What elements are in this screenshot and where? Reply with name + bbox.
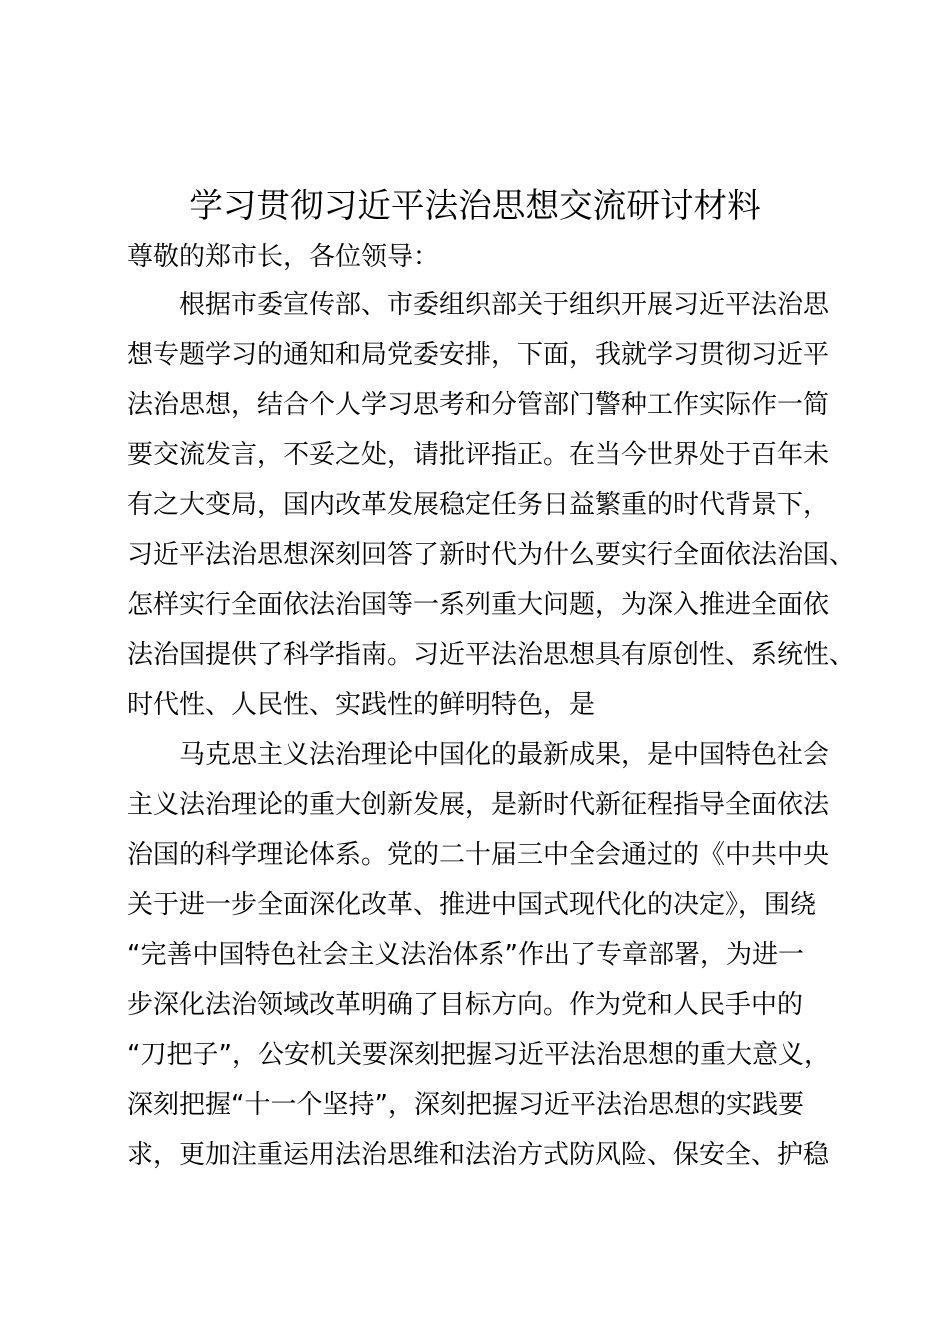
paragraph-line: 深刻把握“十一个坚持”，深刻把握习近平法治思想的实践要: [127, 1090, 804, 1120]
paragraph-line: 法治国提供了科学指南。习近平法治思想具有原创性、系统性、: [127, 640, 856, 670]
paragraph-line: 怎样实行全面依法治国等一系列重大问题，为深入推进全面依: [127, 590, 830, 620]
paragraph-line: 想专题学习的通知和局党委安排，下面，我就学习贯彻习近平: [127, 340, 830, 370]
paragraph-line: 步深化法治领域改革明确了目标方向。作为党和人民手中的: [127, 990, 804, 1020]
paragraph-line: 主义法治理论的重大创新发展，是新时代新征程指导全面依法: [127, 790, 830, 820]
paragraph-line: 习近平法治思想深刻回答了新时代为什么要实行全面依法治国、: [127, 540, 856, 570]
paragraph-line: “完善中国特色社会主义法治体系”作出了专章部署，为进一: [127, 940, 804, 970]
paragraph-line: 时代性、人民性、实践性的鲜明特色，是: [127, 690, 596, 720]
salutation: 尊敬的郑市长，各位领导：: [127, 242, 440, 272]
paragraph-line: 治国的科学理论体系。党的二十届三中全会通过的《中共中央: [127, 840, 830, 870]
paragraph-line: 关于进一步全面深化改革、推进中国式现代化的决定》，围绕: [127, 890, 817, 920]
document-title: 学习贯彻习近平法治思想交流研讨材料: [189, 186, 761, 225]
paragraph-line: “刀把子”，公安机关要深刻把握习近平法治思想的重大意义，: [127, 1040, 830, 1070]
paragraph-line: 要交流发言，不妥之处，请批评指正。在当今世界处于百年未: [127, 440, 830, 470]
paragraph-line: 求，更加注重运用法治思维和法治方式防风险、保安全、护稳: [127, 1140, 830, 1170]
paragraph-line: 法治思想，结合个人学习思考和分管部门警种工作实际作一简: [127, 390, 830, 420]
paragraph-line: 有之大变局，国内改革发展稳定任务日益繁重的时代背景下，: [127, 490, 830, 520]
paragraph-line: 根据市委宣传部、市委组织部关于组织开展习近平法治思: [179, 290, 830, 320]
paragraph-line: 马克思主义法治理论中国化的最新成果，是中国特色社会: [179, 740, 830, 770]
